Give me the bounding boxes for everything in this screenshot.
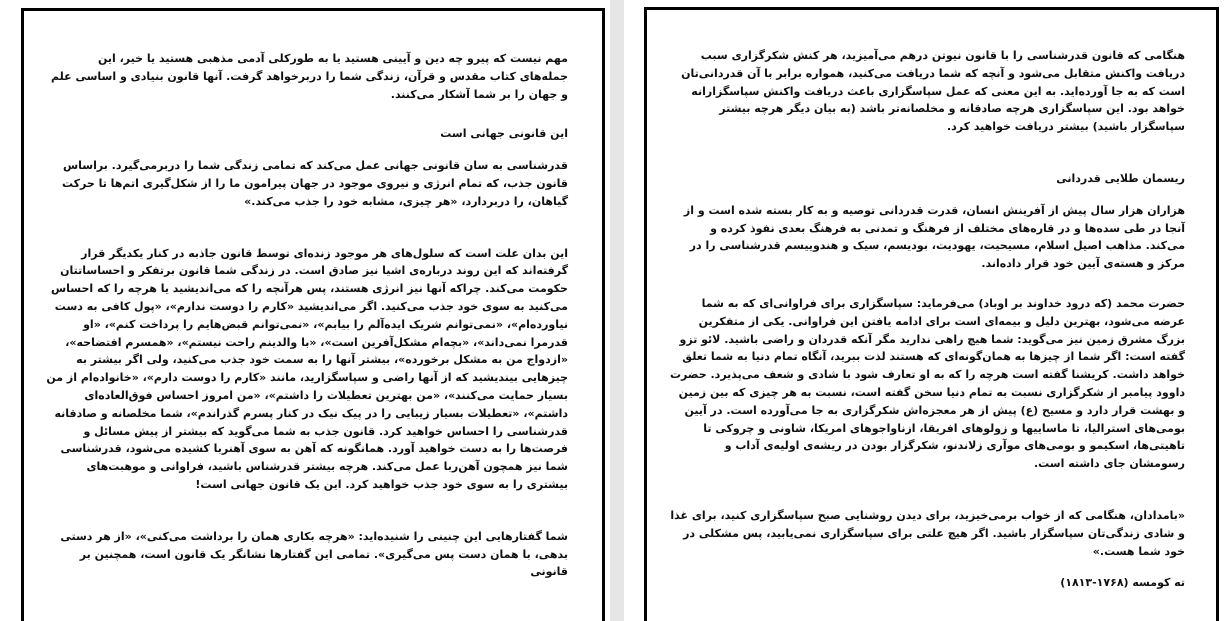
section-heading: این قانونی جهانی است [440, 127, 568, 141]
paragraph: قدرشناسی به سان قانونی جهانی عمل می‌کند که تمامی زندگی شما را دربرمی‌گیرد. براساس قانون جذب، که تمام انرژی و نیروی موجود در جهان پیرامون ما را از شکل‌گیری اتم‌ها تا حرکت گیاهان، را دربردارد، «هر چیزی، مشابه خود را جذب می‌کند.» [61, 159, 568, 208]
paragraph: شما گفتارهایی این چنینی را شنیده‌اید: «هرچه بکاری همان را برداشت می‌کنی»، «از هر دستی بدهی، با همان دست پس می‌گیری». تمامی این گفتارها نشانگر یک قانون است، همچنین بر قانونی [60, 529, 568, 579]
quote-attribution: ته کومسه (۱۷۶۸-۱۸۱۳) [1060, 576, 1185, 590]
right-page [624, 0, 1225, 621]
left-page-text [46, 50, 568, 581]
section-heading: ریسمان طلایی قدردانی [1056, 171, 1185, 185]
paragraph: هزاران هزار سال پیش از آفرینش انسان، قدرت قدردانی توصیه و به کار بسته شده است و از آنجا در طی سده‌ها و در قاره‌های مختلف از فرهنگ و تمدنی به فرهنگ بعدی نفوذ کرده و می‌کند. مذاهب اصیل اسلام، مسیحیت، یهودیت، بودیسم، سیک و هندوییسم قدرشناسی را در مرکز و هسته‌ی آیین خود قرار داده‌اند. [683, 203, 1185, 271]
paragraph: این بدان علت است که سلول‌های هر موجود زنده‌ای توسط قانون جاذبه در کنار یکدیگر قرار گرفته‌اند که این روند درباره‌ی اشیا نیز صادق است. در زندگی شما قانون برتفکر و احساساتتان حکومت می‌کند. چراکه آنها نیز انرژی هستند، پس هرآنچه را که می‌اندیشید یا هرچه را که احساس می‌کنید به سوی خود جذب می‌کنید. اگر می‌اندیشید «کارم را دوست ندارم»، «پول کافی به دست نیاورده‌ام»، «نمی‌توانم شریک ایده‌آلم را بیابم»، «نمی‌توانم قبض‌هایم را پرداخت کنم»، «او قدرمرا نمی‌داند»، «بچه‌ام مشکل‌آفرین است»، «با والدینم راحت نیستم»، «همسرم افتضاحه»، «ازدواج من به مشکل برخورده»، بیشتر آنها را به سمت خود جذب می‌کنید، ولی اگر بیشتر به چیزهایی بیندیشید که از آنها راضی و سپاسگزارید، مانند «کارم را دوست دارم»، «خانواده‌ام از من بسیار حمایت می‌کنند»، «من بهترین تعطیلات را داشتم»، «من امروز احساس فوق‌العاده‌ای داشتم»، «تعطیلات بسیار زیبایی را در پیک نیک در کنار پسرم گذراندم»، شما مخلصانه و صادقانه قدرشناسی را احساس خواهید کرد. قانون جذب به شما می‌گوید که بیشتر از پیش مسائل و فرصت‌ها را به دست خواهید آورد. همانگونه که آهن به سوی آهنربا کشیده می‌شود، قدرشناسی شما نیز همچون آهن‌ربا عمل می‌کند. هرچه بیشتر قدرشناس باشید، فراوانی و موهبت‌های بیشتری را به سوی خود جذب خواهید کرد. این یک قانون جهانی است! [46, 246, 568, 491]
left-page [0, 0, 610, 621]
paragraph: هنگامی که قانون قدرشناسی را با قانون نیوتن درهم می‌آمیزید، هر کنش شکرگزاری سبب دریافت واکنش متقابل می‌شود و آنچه که شما دریافت می‌کنید، همواره برابر با آن قدردانی‌تان است که به جا آورده‌اید. به این معنی که عمل سپاسگزاری باعث دریافت واکنش سپاسگزارانه خواهد بود. این سپاسگزاری هرچه صادقانه و مخلصانه‌تر باشد (به بیان دیگر هرچه بیشتر سپاسگزار باشید) بیشتر دریافت خواهید کرد. [681, 49, 1185, 134]
paragraph: مهم نیست که پیرو چه دین و آیینی هستید یا به طورکلی آدمی مذهبی هستید یا خیر، این جمله‌های کتاب مقدس و قرآن، زندگی شما را دربرخواهد گرفت. آنها قانون بنیادی و اساسی علم و جهان را بر شما آشکار می‌کنند. [51, 52, 568, 101]
paragraph: حضرت محمد (که درود خداوند بر اوباد) می‌فرماید: سپاسگزاری برای فراوانی‌ای که به شما عرضه می‌شود، بهترین دلیل و بیمه‌ای است برای ادامه یافتن این فراوانی. یکی از متفکرین بزرگ مشرق زمین نیز می‌گوید: شما هیچ راهی ندارید مگر آنکه قدردان و راضی باشید. لائو تزو گفته است: اگر شما از چیزها به همان‌گونه‌ای که هستند لذت ببرید، آنگاه تمام دنیا به شما تعلق خواهد داشت. کریشنا گفته است هرچه را که به او تعارف شود با شادی و شعف می‌پذیرد. حضرت داوود پیامبر از شکرگزاری نسبت به تمام دنیا سخن گفته است، نسبت به هر چیزی که بین زمین و بهشت قرار دارد و مسیح (ع) پیش از هر معجزه‌اش شکرگزاری به جا می‌آورده است. در آیین بومی‌های استرالیا، تا ماساییها و زولوهای افریقا، ازناواجوهای امریکا، شاونی و چروکی تا تاهیتی‌ها، اسکیمو و بومی‌های موآری زلاندنو، شکرگزار بودن در ریشه‌ی اولیه‌ی آداب و رسومشان جای داشته است. [670, 296, 1185, 471]
page-gap [610, 0, 624, 621]
right-page-text [668, 47, 1185, 592]
quote-paragraph: «بامدادان، هنگامی که از خواب برمی‌خیزید، برای دیدن روشنایی صبح سپاسگزاری کنید، برای غذا و شادی زندگی‌تان سپاسگزار باشید. اگر هیچ علتی برای سپاسگزاری نمی‌یابید، پس مشکلی در خود شما هست.» [670, 508, 1185, 558]
